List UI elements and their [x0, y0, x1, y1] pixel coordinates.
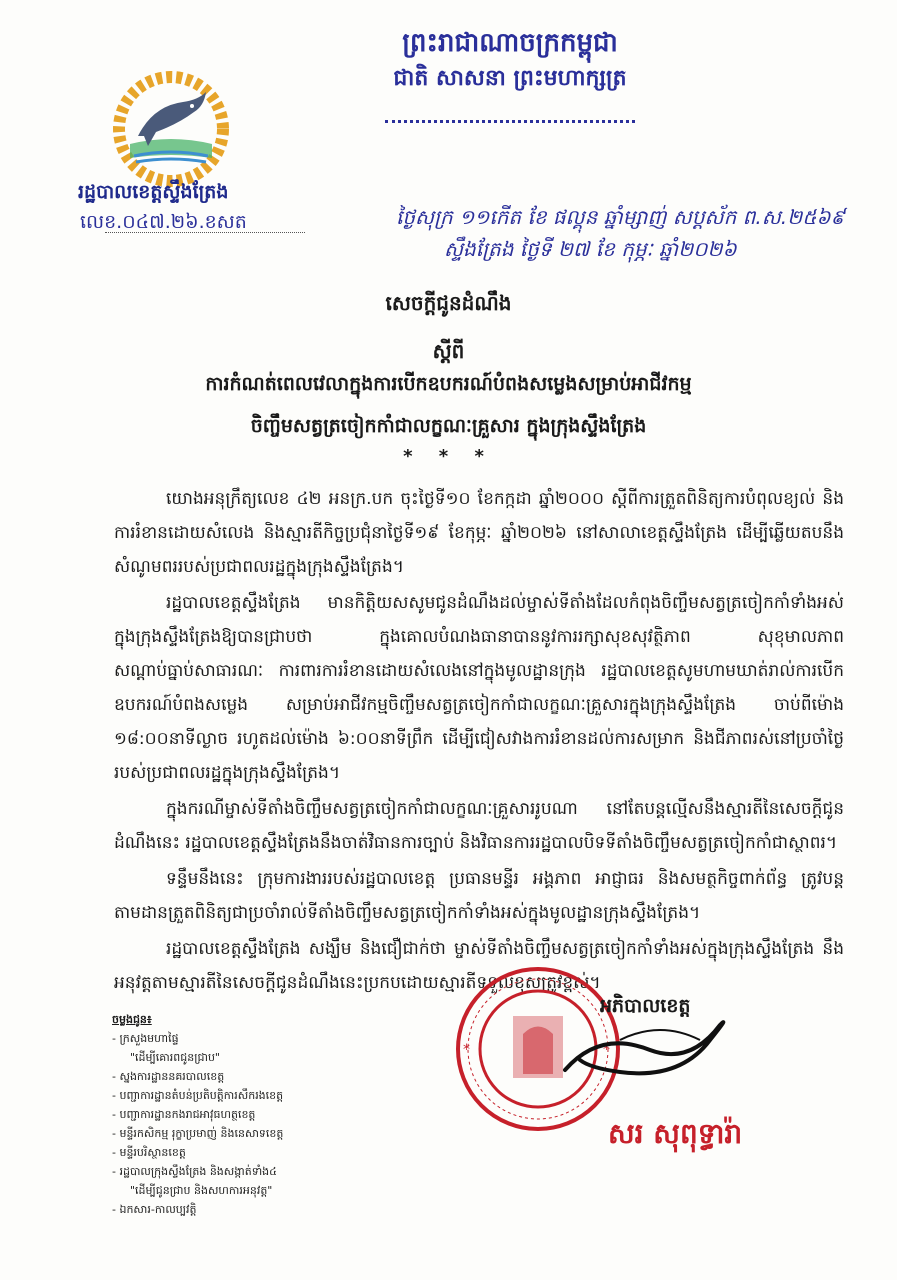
body-paragraph: ក្នុងករណីម្ចាស់ទីតាំងចិញ្ចឹមសត្វត្រចៀកកាំជាលក្ខណៈគ្រួសាររូបណា នៅតែបន្តល្មើសនឹងស្មារតីនៃសេចក្តីជូនដំណឹងនេះ រដ្ឋបាលខេត្តស្ទឹងត្រែងនឹងចាត់វិធានការច្បាប់ និងវិធានការរដ្ឋបាលបិទទីតាំងចិញ្ចឹមសត្វត្រចៀកកាំជាស្ថាពរ។ [114, 799, 844, 853]
lunar-date: ថ្ងៃសុក្រ ១១កើត ខែ ផល្គុន ឆ្នាំម្សាញ់ សប្តស័ក ព.ស.២៥៦៩ [396, 205, 845, 229]
cc-item: - ឯកសារ-កាលប្បវត្តិ [112, 1203, 197, 1216]
cc-item: - ក្រសួងមហាផ្ទៃ [112, 1032, 179, 1045]
provincial-logo [108, 66, 234, 192]
cc-item: - មន្ទីរបរិស្ថានខេត្ត [112, 1146, 186, 1159]
cc-item: "ដើម្បីគោរពជូនជ្រាប" [130, 1051, 220, 1064]
notice-title: សេចក្តីជូនដំណឹង [385, 291, 512, 315]
body-paragraph: រដ្ឋបាលខេត្តស្ទឹងត្រែង មានកិត្តិយសសូមជូនដំណឹងដល់ម្ចាស់ទីតាំងដែលកំពុងចិញ្ចឹមសត្វត្រចៀកកាំទាំងអស់ក្នុងក្រុងស្ទឹងត្រែងឱ្យបានជ្រាបថា ក្នុងគោលបំណងធានាបាននូវការរក្សាសុខសុវត្ថិភាព សុខុមាលភាព សណ្តាប់ធ្នាប់សាធារណៈ ការពារការរំខានដោយសំលេងនៅក្នុងមូលដ្ឋានក្រុង រដ្ឋបាលខេត្តសូមហាមឃាត់រាល់ការបើកឧបករណ៍បំពងសម្លេង សម្រាប់អាជីវកម្មចិញ្ចឹមសត្វត្រចៀកកាំជាលក្ខណៈគ្រួសារក្នុងក្រុងស្ទឹងត្រែង ចាប់ពីម៉ោង ១៨:០០នាទីល្ងាច រហូតដល់ម៉ោង ៦:០០នាទីព្រឹក ដើម្បីជៀសវាងការរំខានដល់ការសម្រាក និងជីភាពរស់នៅប្រចាំថ្ងៃរបស់ប្រជាពលរដ្ឋក្នុងក្រុងស្ទឹងត្រែង។ [114, 593, 844, 783]
motto-divider [385, 120, 635, 123]
handwritten-signature [560, 1010, 740, 1090]
signer-name: សរ សុពុទ្ធារ៉ា [608, 1117, 743, 1150]
notice-body [114, 482, 844, 1002]
cc-item: - ស្នងការដ្ឋាននគរបាលខេត្ត [112, 1070, 225, 1083]
cc-item: - មន្ទីរកសិកម្ម រុក្ខាប្រមាញ់ និងនេសាទខេត្ត [112, 1127, 284, 1140]
reference-dotted-line [105, 232, 305, 233]
cc-item: - បញ្ជាការដ្ឋានតំបន់ប្រតិបត្តិការសឹករងខេត្ត [112, 1089, 284, 1102]
cc-item: "ដើម្បីជូនជ្រាប និងសហការអនុវត្ត" [130, 1184, 273, 1197]
cc-list [112, 1029, 283, 1219]
national-motto: ជាតិ សាសនា ព្រះមហាក្សត្រ [393, 66, 627, 91]
cc-item: - រដ្ឋបាលក្រុងស្ទឹងត្រែង និងសង្កាត់ទាំង៤ [112, 1165, 277, 1178]
cc-heading: ចម្លងជូន៖ [112, 1013, 152, 1026]
cc-block [112, 1010, 283, 1219]
cc-item: - បញ្ជាការដ្ឋានកងរាជអាវុធហត្ថខេត្ត [112, 1108, 256, 1121]
reference-number: លេខ.០៤៧.២៦.ខសត [80, 211, 247, 233]
svg-text:*: * [603, 1042, 610, 1058]
signer-title: អភិបាលខេត្ត [600, 995, 691, 1017]
issuing-authority: រដ្ឋបាលខេត្តស្ទឹងត្រែង [78, 181, 229, 203]
subject-label: ស្តីពី [432, 339, 465, 363]
body-paragraph: រដ្ឋបាលខេត្តស្ទឹងត្រែង សង្ឃឹម និងជឿជាក់ថា ម្ចាស់ទីតាំងចិញ្ចឹមសត្វត្រចៀកកាំទាំងអស់ក្នុងក្រុងស្ទឹងត្រែង នឹងអនុវត្តតាមស្មារតីនៃសេចក្តីជូនដំណឹងនេះប្រកបដោយស្មារតីទទួលខុសត្រូវខ្ពស់។ [114, 939, 844, 993]
solar-date: ស្ទឹងត្រែង ថ្ងៃទី ២៧ ខែ កុម្ភៈ ឆ្នាំ២០២៦ [444, 237, 737, 261]
kingdom-heading: ព្រះរាជាណាចក្រកម្ពុជា [402, 28, 618, 58]
body-paragraph: ទន្ទឹមនឹងនេះ ក្រុមការងាររបស់រដ្ឋបាលខេត្ត ប្រធានមន្ទីរ អង្គភាព អាជ្ញាធរ និងសមត្ថកិច្ចពាក់ព័ន្ធ ត្រូវបន្តតាមដានត្រួតពិនិត្យជាប្រចាំរាល់ទីតាំងចិញ្ចឹមសត្វត្រចៀកកាំទាំងអស់ក្នុងមូលដ្ឋានក្រុងស្ទឹងត្រែង។ [114, 869, 844, 923]
subject-line-1: ការកំណត់ពេលវេលាក្នុងការបើកឧបករណ៍បំពងសម្លេងសម្រាប់អាជីវកម្ម [205, 373, 692, 395]
section-stars: * * * [403, 446, 494, 467]
svg-text:*: * [463, 1042, 470, 1058]
body-paragraph: យោងអនុក្រឹត្យលេខ ៤២ អនក្រ.បក ចុះថ្ងៃទី១០ ខែកក្កដា ឆ្នាំ២០០០ ស្តីពីការត្រួតពិនិត្យការបំពុលខ្យល់ និងការរំខានដោយសំលេង និងស្មារតីកិច្ចប្រជុំនាថ្ងៃទី១៩ ខែកុម្ភៈ ឆ្នាំ២០២៦ នៅសាលាខេត្តស្ទឹងត្រែង ដើម្បីឆ្លើយតបនឹងសំណូមពររបស់ប្រជាពលរដ្ឋក្នុងក្រុងស្ទឹងត្រែង។ [114, 489, 844, 577]
subject-line-2: ចិញ្ចឹមសត្វត្រចៀកកាំជាលក្ខណៈគ្រួសារ ក្នុងក្រុងស្ទឹងត្រែង [250, 415, 647, 437]
